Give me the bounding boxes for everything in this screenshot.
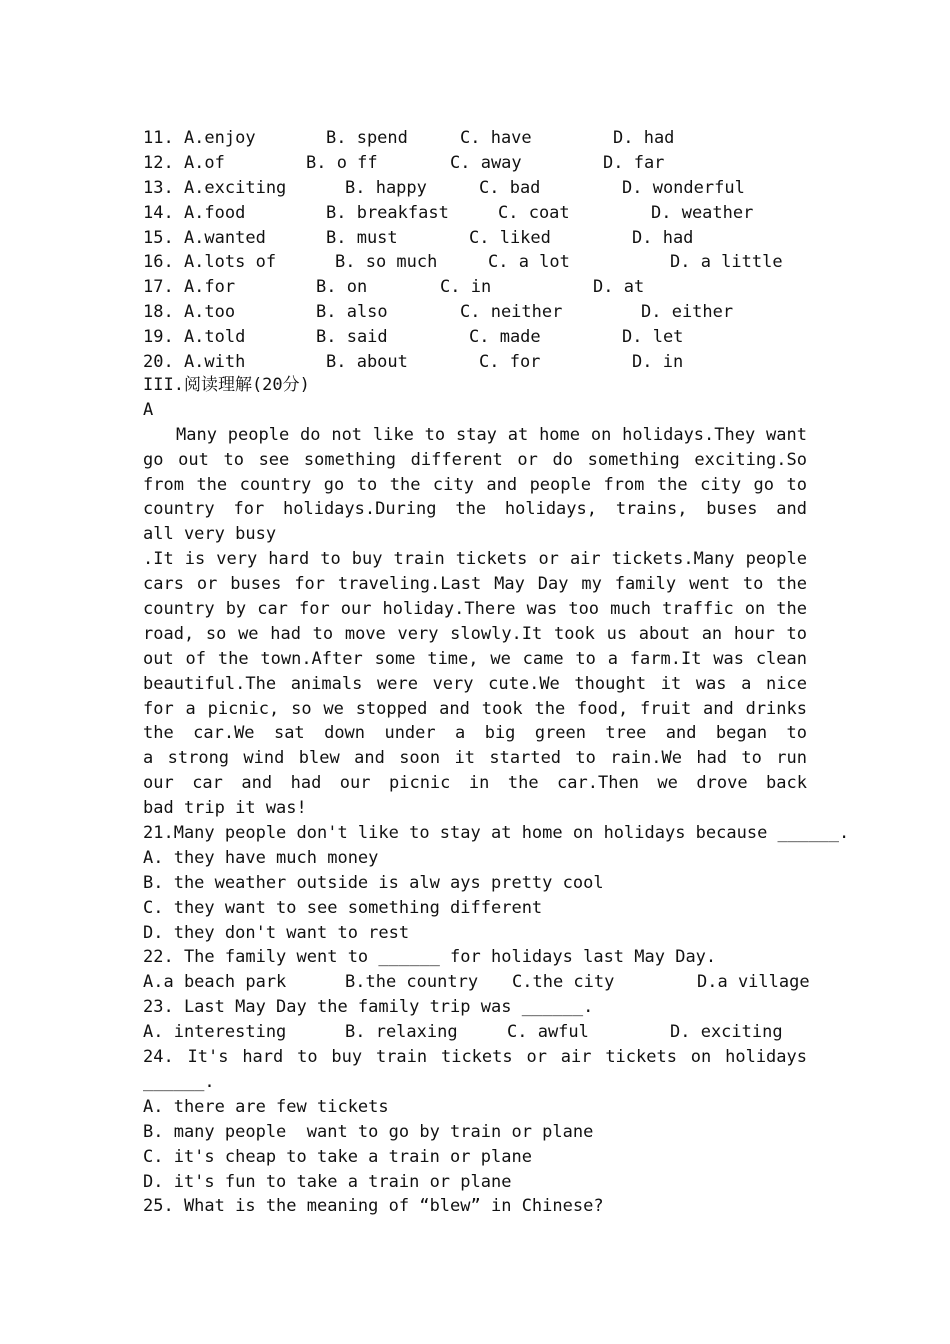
mcq-row-16	[143, 250, 783, 275]
option-d: D. wonderful	[622, 177, 745, 198]
option-b: B. so much	[335, 252, 438, 273]
mcq-row-18	[143, 300, 734, 325]
option-c: C. a lot	[488, 252, 570, 273]
answer-option: D.a village	[697, 972, 810, 993]
answer-options-row	[143, 1020, 807, 1045]
mcq-row-12	[143, 151, 665, 176]
section-heading: III.阅读理解(20分)	[143, 375, 310, 395]
question-stem: 23. Last May Day the family trip was ______.	[143, 997, 594, 1018]
answer-option: C. they want to see something different	[143, 897, 543, 918]
option-c: C. bad	[479, 177, 541, 198]
passage-line: a strong wind blew and soon it started to rain.We had to run	[143, 748, 807, 769]
option-b: B. spend	[326, 128, 408, 148]
answer-option: C.the city	[512, 972, 615, 993]
option-b: B. said	[316, 327, 388, 348]
answer-option: B. the weather outside is alw ays pretty cool	[143, 872, 604, 893]
mcq-row-20	[143, 350, 684, 375]
answer-option: C. awful	[507, 1022, 589, 1043]
answer-option: A. there are few tickets	[143, 1096, 389, 1117]
question-22	[143, 945, 810, 995]
option-d: D. let	[622, 327, 684, 348]
option-d: D. a little	[670, 252, 783, 273]
option-c: C. in	[440, 277, 492, 298]
answer-option: B. relaxing	[345, 1022, 458, 1043]
question-stem: 24. It's hard to buy train tickets or air tickets on holidays	[143, 1047, 807, 1068]
question-stem: 21.Many people don't like to stay at home on holidays because ______.	[143, 823, 850, 844]
option-c: C. neither	[460, 302, 563, 323]
option-a: 16. A.lots of	[143, 252, 277, 273]
answer-option: A.a beach park	[143, 972, 287, 993]
option-b: B. o ff	[306, 152, 378, 173]
option-d: D. at	[593, 277, 645, 298]
passage-line: bad trip it was!	[143, 798, 307, 819]
passage	[143, 423, 807, 821]
mcq-row-13	[143, 176, 745, 201]
option-d: D. weather	[651, 202, 754, 223]
option-b: B. must	[326, 227, 398, 248]
option-a: 11. A.enjoy	[143, 128, 256, 148]
option-c: C. for	[479, 352, 541, 373]
option-c: C. coat	[498, 202, 570, 223]
passage-line: beautiful.The animals were very cute.We thought it was a nice	[143, 673, 807, 694]
passage-line: country by car for our holiday.There was too much traffic on the	[143, 599, 807, 620]
option-b: B. breakfast	[326, 202, 449, 223]
cloze-options-list	[143, 126, 783, 375]
option-a: 20. A.with	[143, 352, 246, 373]
option-a: 12. A.of	[143, 152, 225, 173]
question-23	[143, 995, 807, 1045]
option-a: 17. A.for	[143, 277, 236, 298]
option-c: C. away	[450, 152, 522, 173]
answer-option: D. exciting	[670, 1022, 783, 1043]
option-a: 13. A.exciting	[143, 177, 287, 198]
option-a: 15. A.wanted	[143, 227, 266, 248]
option-d: D. either	[641, 302, 734, 323]
answer-option: A. they have much money	[143, 847, 379, 868]
question-21	[143, 821, 850, 945]
passage-line: our car and had our picnic in the car.Then we drove back	[143, 773, 807, 794]
passage-line: all very busy	[143, 524, 277, 545]
mcq-row-19	[143, 325, 684, 350]
option-a: 18. A.too	[143, 302, 236, 323]
passage-line: country for holidays.During the holidays, trains, buses and	[143, 499, 807, 520]
passage-line: for a picnic, so we stopped and took the food, fruit and drinks	[143, 698, 807, 719]
answer-option: B. many people want to go by train or plane	[143, 1121, 594, 1142]
reading-section	[143, 373, 850, 1219]
option-d: D. had	[613, 128, 675, 148]
mcq-row-11	[143, 126, 675, 151]
answer-option: D. they don't want to rest	[143, 922, 410, 943]
passage-line: out of the town.After some time, we came to a farm.It was clean	[143, 648, 807, 669]
passage-line: cars or buses for traveling.Last May Day my family went to the	[143, 574, 807, 595]
option-a: 19. A.told	[143, 327, 246, 348]
option-c: C. have	[460, 128, 532, 148]
option-d: D. in	[632, 352, 684, 373]
answer-option: A. interesting	[143, 1022, 287, 1043]
passage-line: from the country go to the city and people from the city go to	[143, 474, 807, 495]
option-a: 14. A.food	[143, 202, 246, 223]
answer-option: C. it's cheap to take a train or plane	[143, 1146, 532, 1167]
option-b: B. about	[326, 352, 408, 373]
option-b: B. on	[316, 277, 368, 298]
passage-line: Many people do not like to stay at home on holidays.They want	[176, 424, 807, 445]
question-stem: 25. What is the meaning of “blew” in Chinese?	[143, 1196, 604, 1217]
passage-label: A	[143, 399, 154, 420]
option-b: B. also	[316, 302, 388, 323]
mcq-row-17	[143, 275, 645, 300]
passage-line: the car.We sat down under a big green tree and began to	[143, 723, 807, 744]
answer-options-row	[143, 970, 810, 995]
option-b: B. happy	[345, 177, 427, 198]
question-25	[143, 1194, 807, 1219]
passage-line: go out to see something different or do something exciting.So	[143, 449, 807, 470]
mcq-row-15	[143, 226, 694, 251]
option-c: C. made	[469, 327, 541, 348]
mcq-row-14	[143, 201, 754, 226]
passage-line: .It is very hard to buy train tickets or air tickets.Many people	[143, 549, 807, 570]
answer-option: D. it's fun to take a train or plane	[143, 1171, 512, 1192]
option-c: C. liked	[469, 227, 551, 248]
option-d: D. had	[632, 227, 694, 248]
answer-blank: ______.	[143, 1071, 215, 1092]
question-24	[143, 1045, 807, 1194]
question-stem: 22. The family went to ______ for holidays last May Day.	[143, 947, 717, 968]
answer-option: B.the country	[345, 972, 479, 993]
passage-line: road, so we had to move very slowly.It took us about an hour to	[143, 623, 807, 644]
option-d: D. far	[603, 152, 665, 173]
